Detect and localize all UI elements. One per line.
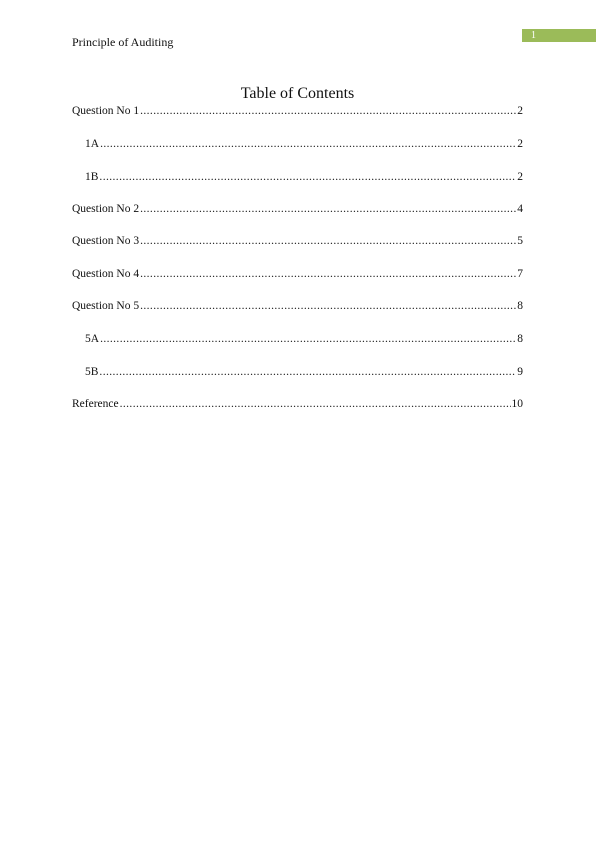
toc-entry-page: 8	[517, 300, 523, 312]
toc-entry-page: 2	[517, 138, 523, 150]
toc-entry-1b[interactable]	[85, 170, 523, 184]
toc-entry-label: Reference	[72, 398, 119, 410]
toc-entry-page: 2	[517, 105, 523, 117]
toc-entry-question-1[interactable]	[72, 104, 523, 118]
page-number-badge: 1	[522, 29, 596, 42]
toc-dot-leader	[140, 104, 516, 118]
toc-entry-page: 9	[517, 366, 523, 378]
toc-entry-page: 7	[517, 268, 523, 280]
toc-dot-leader	[140, 267, 516, 281]
toc-dot-leader	[100, 137, 516, 151]
toc-dot-leader	[100, 332, 516, 346]
toc-entry-label: 1A	[85, 138, 100, 150]
toc-dot-leader	[120, 397, 511, 411]
toc-entry-page: 2	[517, 171, 523, 183]
toc-dot-leader	[140, 299, 516, 313]
toc-entry-label: 1B	[85, 171, 99, 183]
toc-entry-1a[interactable]	[85, 137, 523, 151]
toc-entry-label: Question No 1	[72, 105, 140, 117]
toc-entry-page: 8	[517, 333, 523, 345]
toc-entry-question-4[interactable]	[72, 267, 523, 281]
toc-entry-5b[interactable]	[85, 365, 523, 379]
toc-entry-label: Question No 3	[72, 235, 140, 247]
toc-entry-label: Question No 5	[72, 300, 140, 312]
toc-entry-5a[interactable]	[85, 332, 523, 346]
toc-dot-leader	[140, 202, 516, 216]
toc-entry-label: Question No 2	[72, 203, 140, 215]
running-header-title: Principle of Auditing	[72, 35, 174, 49]
toc-entry-label: 5B	[85, 366, 99, 378]
toc-heading: Table of Contents	[240, 85, 355, 102]
toc-entry-label: 5A	[85, 333, 100, 345]
toc-entry-page: 4	[517, 203, 523, 215]
toc-entry-question-5[interactable]	[72, 299, 523, 313]
toc-dot-leader	[99, 365, 516, 379]
toc-dot-leader	[99, 170, 516, 184]
toc-entry-question-2[interactable]	[72, 202, 523, 216]
toc-entry-page: 5	[517, 235, 523, 247]
toc-entry-label: Question No 4	[72, 268, 140, 280]
toc-entry-reference[interactable]	[72, 397, 523, 411]
toc-entry-page: 10	[511, 398, 523, 410]
toc-dot-leader	[140, 234, 516, 248]
toc-entry-question-3[interactable]	[72, 234, 523, 248]
